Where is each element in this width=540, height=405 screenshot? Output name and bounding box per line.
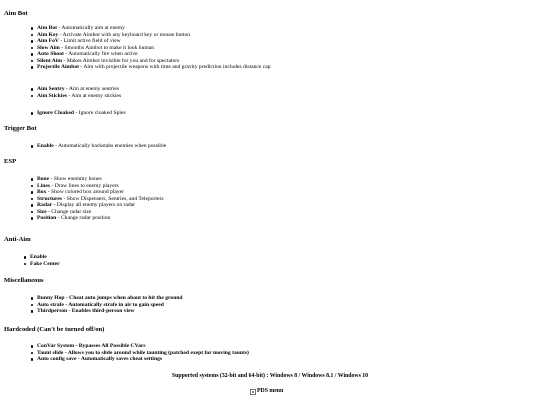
feature-desc: - Makes Aimbot invisible for you and for spectators (62, 57, 180, 64)
feature-name: Enable (37, 143, 54, 149)
hardcoded-list (37, 343, 249, 363)
list-item (37, 215, 164, 222)
feature-desc: - Show Dispensers, Sentries, and Teleporters (62, 195, 164, 202)
antiaim-list (30, 254, 60, 267)
feature-name: Bone (37, 176, 50, 182)
aimbot-list-targets (37, 86, 121, 99)
heading-hardcoded: Hardcoded (Can't be turned off/on) (4, 326, 105, 333)
feature-desc: - Automatically fire when active (63, 51, 138, 57)
list-item: Bunny Hop - Cheat auto jumps when about to hit the ground (37, 295, 183, 301)
feature-desc: - Automatically backstabs enemies when possible (53, 143, 167, 149)
feature-desc: - Aim at enemy stickies (67, 92, 122, 99)
pds-menu-image (250, 388, 283, 395)
feature-desc: - Show enemmy bones (49, 176, 102, 182)
feature-desc: - Draw lines to enemy players (50, 182, 119, 189)
image-alt-text: PDS menu (257, 388, 284, 394)
feature-name: Aim Sentry (37, 86, 65, 92)
list-item: Enable (30, 254, 60, 261)
list-item: ConVar System - Bypasses All Possible CVars (37, 343, 249, 350)
heading-esp: ESP (4, 158, 17, 165)
list-item: Auto config save - Automatically saves cheat settings (37, 356, 249, 363)
list-item (37, 93, 121, 100)
triggerbot-list (37, 143, 166, 150)
feature-name: Aim Key (37, 31, 59, 38)
feature-desc: - Limit active field of view (58, 38, 121, 44)
feature-desc: - Change radar size (46, 208, 92, 215)
heading-anti-aim: Anti-Aim (4, 236, 31, 243)
broken-image-icon (250, 389, 256, 395)
heading-miscellaneous: Miscellaneous (4, 277, 44, 284)
feature-name: Aim FoV (37, 38, 59, 44)
feature-name: Position (37, 215, 57, 221)
feature-name: Box (37, 189, 47, 195)
feature-desc: - Aim at enemy sentries (64, 86, 120, 92)
feature-name: Silent Aim (37, 57, 63, 64)
esp-list (37, 176, 164, 222)
aimbot-list-main (37, 25, 271, 71)
list-item (37, 143, 166, 150)
feature-desc: - Display all enemy players on radar (52, 202, 136, 208)
feature-name: Lines (37, 182, 51, 189)
list-item: Thirdperson - Enables third-person view (37, 308, 183, 315)
aimbot-list-cloak (37, 110, 126, 117)
list-item (37, 64, 271, 71)
feature-name: Radar (37, 202, 53, 208)
feature-desc: - Ignore cloaked Spies (74, 110, 126, 116)
feature-desc: - Smooths Aimbot to make it look human (59, 44, 155, 51)
feature-desc: - Change radar position (56, 215, 111, 221)
feature-name: Aim Stickies (37, 92, 67, 99)
feature-name: Projectile Aimbot (37, 64, 79, 70)
misc-list (37, 295, 183, 315)
feature-desc: - Activate Aimbot with any keyboard key or mouse button (58, 31, 191, 38)
list-item (37, 110, 126, 117)
feature-name: Slow Aim (37, 44, 60, 51)
heading-trigger-bot: Trigger Bot (4, 125, 37, 132)
list-item: Auto strafe - Automatically strafe in air to gain speed (37, 302, 183, 309)
feature-name: Ignore Cloaked (37, 110, 75, 116)
list-item: Fake Center (30, 260, 60, 267)
feature-name: Auto Shoot (37, 51, 64, 57)
feature-desc: - Show colored box around player (46, 189, 124, 195)
feature-name: Structures (37, 195, 63, 202)
heading-aim-bot: Aim Bot (4, 10, 28, 17)
list-item: Taunt slide - Allows you to slide around while taunting (patched exept for moving taunts) (37, 349, 249, 356)
feature-desc: - Aim with projectile weapons with time and gravity prediction includes distance cap (79, 64, 271, 70)
supported-systems: Supported systems (32-bit and 64-bit) : Windows 8 / Windows 8.1 / Windows 10 (171, 373, 369, 379)
feature-desc: - Automatically aim at enemy (57, 25, 125, 31)
feature-name: Size (37, 208, 47, 215)
feature-name: Aim Bot (37, 25, 58, 31)
